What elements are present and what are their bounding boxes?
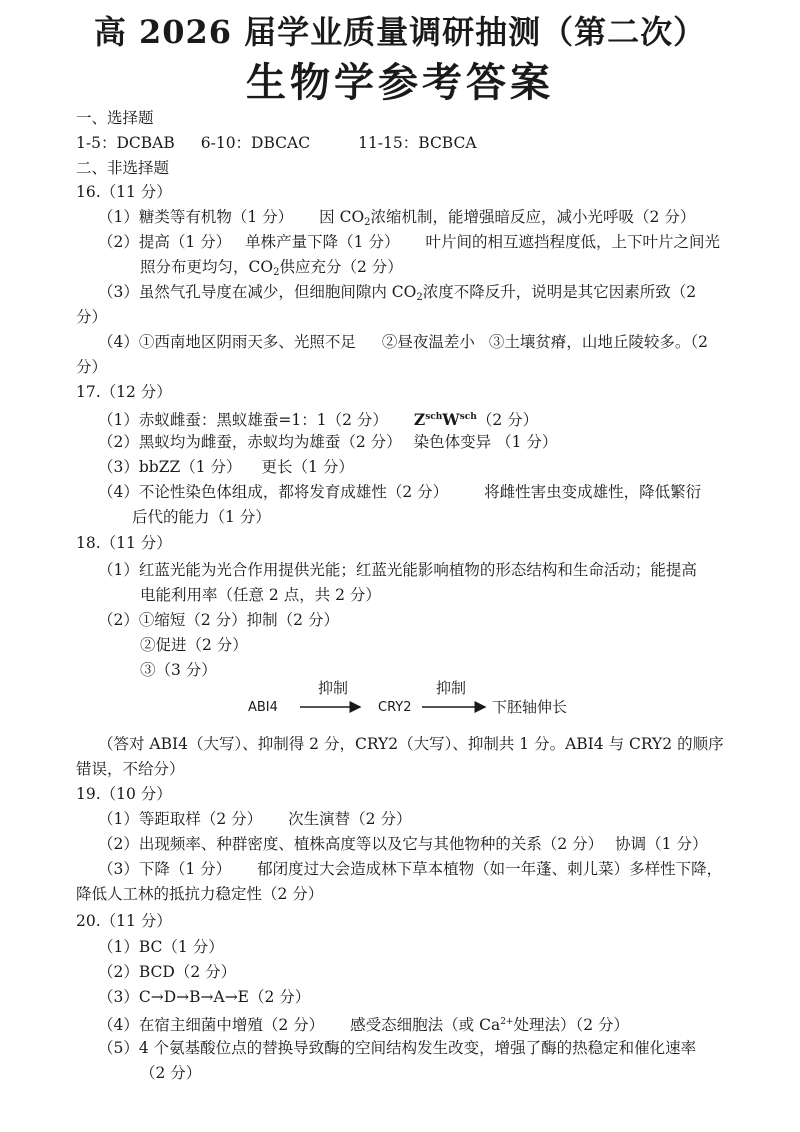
choice-answers-11-15: 11-15：BCBCA bbox=[358, 134, 477, 152]
q16-part4-b: ②昼夜温差小 bbox=[381, 333, 475, 351]
choice-answers bbox=[76, 132, 477, 154]
q18-scoring-note-cont: 错误，不给分） bbox=[76, 760, 185, 778]
genotype-z-allele: sch bbox=[425, 412, 443, 422]
q19-part3 bbox=[98, 858, 722, 880]
node-cry2: CRY2 bbox=[378, 700, 412, 715]
co2-subscript: 2 bbox=[416, 292, 423, 303]
genotype-w-allele: sch bbox=[459, 412, 477, 422]
regulation-pathway-diagram bbox=[200, 680, 620, 716]
q17-part2 bbox=[98, 431, 557, 453]
q20-part2: （2）BCD（2 分） bbox=[98, 963, 237, 981]
q17-part1-a: （1）赤蚁雌蚕：黑蚁雄蚕=1：1（2 分） bbox=[98, 411, 388, 429]
q16-part2 bbox=[98, 231, 720, 253]
q19-part2-a: （2）出现频率、种群密度、植株高度等以及它与其他物种的关系（2 分） bbox=[98, 835, 604, 853]
q18-part1-cont: 电能利用率（任意 2 点，共 2 分） bbox=[140, 586, 381, 604]
q16-part2-d-pre: 照分布更均匀，CO bbox=[140, 258, 274, 276]
section-nonchoice-title: 二、非选择题 bbox=[76, 159, 170, 177]
q20-part4 bbox=[98, 1011, 629, 1036]
q17-part4-a: （4）不论性染色体组成，都将发育成雄性（2 分） bbox=[98, 483, 449, 501]
q18-part2-b: ②促进（2 分） bbox=[140, 636, 248, 654]
q17-part4-cont: 后代的能力（1 分） bbox=[132, 508, 271, 526]
node-hypocotyl-elongation: 下胚轴伸长 bbox=[492, 698, 568, 716]
co2-subscript: 2 bbox=[273, 267, 280, 278]
q20-part5: （5）4 个氨基酸位点的替换导致酶的空间结构发生改变，增强了酶的热稳定和催化速率 bbox=[98, 1039, 697, 1057]
q19-part3-cont: 降低人工林的抵抗力稳定性（2 分） bbox=[76, 885, 324, 903]
calcium-ion-charge: 2+ bbox=[500, 1017, 514, 1027]
arrow-label-inhibit-1: 抑制 bbox=[318, 680, 349, 697]
q17-part3-b: 更长（1 分） bbox=[261, 458, 354, 476]
q17-part1-c: （2 分） bbox=[476, 411, 539, 429]
co2-subscript: 2 bbox=[364, 217, 371, 228]
node-abi4: ABI4 bbox=[248, 700, 278, 715]
q18-part1: （1）红蓝光能为光合作用提供光能；红蓝光能影响植物的形态结构和生命活动；能提高 bbox=[98, 561, 697, 579]
q16-heading: 16.（11 分） bbox=[76, 183, 172, 201]
q19-part2 bbox=[98, 833, 707, 855]
q16-part4-a: （4）①西南地区阴雨天多、光照不足 bbox=[98, 333, 356, 351]
exam-title: 高 2026 届学业质量调研抽测（第二次） bbox=[93, 13, 707, 51]
q20-part1: （1）BC（1 分） bbox=[98, 938, 224, 956]
q16-part1-a: （1）糖类等有机物（1 分） bbox=[98, 208, 294, 226]
q16-part3-pre: （3）虽然气孔导度在减少，但细胞间隙内 CO bbox=[98, 283, 417, 301]
q16-part2-d-post: 供应充分（2 分） bbox=[279, 258, 403, 276]
q16-part2-c: 叶片间的相互遮挡程度低，上下叶片之间光 bbox=[425, 233, 720, 251]
q17-part3-a: （3）bbZZ（1 分） bbox=[98, 458, 242, 476]
q16-part4-c: ③土壤贫瘠，山地丘陵较多。（2 bbox=[488, 333, 709, 351]
q18-part2-c: ③（3 分） bbox=[140, 661, 217, 679]
q17-part4 bbox=[98, 481, 701, 503]
q17-part2-a: （2）黑蚁均为雌蚕，赤蚁均为雄蚕（2 分） bbox=[98, 433, 402, 451]
genotype-w: W bbox=[442, 410, 460, 429]
q18-part2: （2）①缩短（2 分）抑制（2 分） bbox=[98, 611, 339, 629]
q19-part1-b: 次生演替（2 分） bbox=[288, 810, 412, 828]
q20-part3: （3）C→D→B→A→E（2 分） bbox=[98, 988, 311, 1006]
q19-part1-a: （1）等距取样（2 分） bbox=[98, 810, 263, 828]
choice-answers-6-10: 6-10：DBCAC bbox=[200, 134, 311, 152]
q19-part3-a: （3）下降（1 分） bbox=[98, 860, 232, 878]
q20-part4-b-post: 处理法）（2 分） bbox=[513, 1016, 630, 1034]
q18-heading: 18.（11 分） bbox=[76, 534, 172, 552]
genotype-z: Z bbox=[413, 410, 426, 429]
q17-part2-b: 染色体变异 （1 分） bbox=[413, 433, 558, 451]
q20-heading: 20.（11 分） bbox=[76, 912, 172, 930]
q17-part4-b: 将雌性害虫变成雄性，降低繁衍 bbox=[484, 483, 702, 501]
q17-part3 bbox=[98, 456, 354, 478]
q20-part4-b-pre: 感受态细胞法（或 Ca bbox=[350, 1016, 501, 1034]
choice-answers-1-5: 1-5：DCBAB bbox=[76, 134, 175, 152]
q17-heading: 17.（12 分） bbox=[76, 383, 172, 401]
q16-part1 bbox=[98, 206, 695, 234]
arrow-label-inhibit-2: 抑制 bbox=[436, 680, 467, 697]
q18-scoring-note: （答对 ABI4（大写）、抑制得 2 分，CRY2（大写）、抑制共 1 分。ABI4 与 CRY2 的顺序 bbox=[98, 735, 724, 753]
q16-part3-end: 分） bbox=[76, 308, 108, 326]
q16-part4 bbox=[98, 331, 708, 353]
q20-part5-cont: （2 分） bbox=[140, 1064, 202, 1082]
q19-heading: 19.（10 分） bbox=[76, 785, 172, 803]
q19-part2-b: 协调（1 分） bbox=[615, 835, 708, 853]
q16-part2-b: 单株产量下降（1 分） bbox=[245, 233, 400, 251]
q20-part4-a: （4）在宿主细菌中增殖（2 分） bbox=[98, 1016, 325, 1034]
q16-part1-b-pre: 因 CO bbox=[319, 208, 365, 226]
section-choice-title: 一、选择题 bbox=[76, 109, 154, 127]
q16-part3-post: 浓度不降反升，说明是其它因素所致（2 bbox=[422, 283, 697, 301]
q16-part1-b-post: 浓缩机制，能增强暗反应，减小光呼吸（2 分） bbox=[370, 208, 696, 226]
q17-part1 bbox=[98, 406, 538, 431]
document-title: 生物学参考答案 bbox=[246, 60, 554, 106]
q16-part2-a: （2）提高（1 分） bbox=[98, 233, 232, 251]
q16-part2-cont bbox=[140, 256, 403, 284]
q19-part3-b: 郁闭度过大会造成林下草本植物（如一年蓬、刺儿菜）多样性下降， bbox=[257, 860, 723, 878]
q16-part4-end: 分） bbox=[76, 358, 108, 376]
q19-part1 bbox=[98, 808, 411, 830]
q16-part3 bbox=[98, 281, 696, 309]
